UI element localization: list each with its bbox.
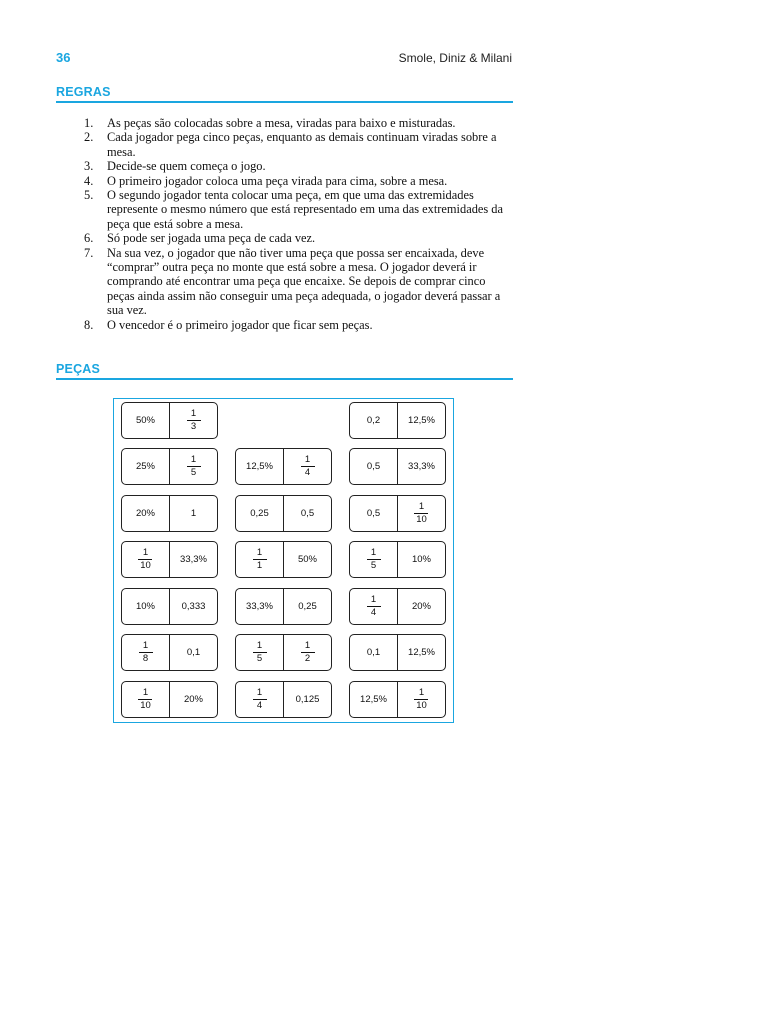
domino-value: 20% bbox=[183, 694, 203, 705]
fraction bbox=[139, 641, 153, 664]
domino-value: 50% bbox=[135, 415, 155, 426]
domino-half bbox=[283, 682, 331, 717]
fraction bbox=[187, 455, 201, 478]
domino-value: 0,25 bbox=[250, 508, 269, 519]
rule-number: 4. bbox=[84, 173, 94, 188]
domino-half bbox=[236, 449, 283, 484]
rule-number: 7. bbox=[84, 245, 94, 260]
fraction-numerator: 1 bbox=[256, 687, 263, 698]
rule-item bbox=[84, 188, 516, 231]
domino-half bbox=[236, 682, 283, 717]
domino-value: 33,3% bbox=[408, 461, 435, 472]
fraction-denominator: 4 bbox=[370, 607, 377, 618]
domino-piece bbox=[235, 495, 332, 532]
domino-half bbox=[350, 635, 397, 670]
domino-piece bbox=[349, 541, 446, 578]
fraction bbox=[412, 502, 431, 525]
rule-text: Na sua vez, o jogador que não tiver uma peça que possa ser encaixada, deve “comprar” outra peça no monte que está sobre a mesa. O jogador deverá ir comprando até encontrar uma peça que encaixe. Se depois de comprar cinco peças ainda assim não conseguir uma peça adequada, o jogador deverá passar a sua vez. bbox=[107, 245, 501, 318]
rule-item bbox=[84, 246, 516, 318]
fraction-numerator: 1 bbox=[256, 640, 263, 651]
domino-half bbox=[397, 542, 445, 577]
domino-half bbox=[397, 589, 445, 624]
fraction-numerator: 1 bbox=[142, 687, 149, 698]
rule-text: Decide-se quem começa o jogo. bbox=[107, 159, 266, 174]
fraction bbox=[187, 409, 201, 432]
domino-value: 0,5 bbox=[300, 508, 315, 519]
fraction-denominator: 1 bbox=[256, 560, 263, 571]
pieces-divider bbox=[56, 378, 513, 380]
domino-value: 0,2 bbox=[366, 415, 381, 426]
fraction-denominator: 10 bbox=[416, 700, 427, 711]
domino-half bbox=[122, 589, 169, 624]
domino-half bbox=[283, 635, 331, 670]
domino-half bbox=[397, 449, 445, 484]
domino-value: 20% bbox=[411, 601, 431, 612]
fraction bbox=[367, 595, 381, 618]
rule-item bbox=[84, 318, 516, 332]
rule-text: Só pode ser jogada uma peça de cada vez. bbox=[107, 231, 316, 246]
fraction-denominator: 2 bbox=[304, 653, 311, 664]
domino-half bbox=[283, 589, 331, 624]
fraction-denominator: 3 bbox=[190, 421, 197, 432]
fraction-numerator: 1 bbox=[370, 594, 377, 605]
domino-value: 0,5 bbox=[366, 461, 381, 472]
rule-number: 1. bbox=[84, 116, 94, 130]
domino-piece bbox=[235, 588, 332, 625]
domino-half bbox=[350, 542, 397, 577]
fraction-denominator: 10 bbox=[140, 560, 151, 571]
domino-half bbox=[350, 589, 397, 624]
domino-value: 0,1 bbox=[186, 647, 201, 658]
pieces-frame bbox=[113, 398, 454, 723]
domino-value: 33,3% bbox=[180, 554, 207, 565]
domino-value: 12,5% bbox=[408, 415, 435, 426]
rule-item bbox=[84, 231, 516, 245]
fraction-numerator: 1 bbox=[304, 640, 311, 651]
domino-half bbox=[169, 542, 217, 577]
fraction-denominator: 5 bbox=[256, 653, 263, 664]
domino-piece bbox=[121, 402, 218, 439]
domino-half bbox=[350, 403, 397, 438]
fraction-numerator: 1 bbox=[304, 454, 311, 465]
fraction-numerator: 1 bbox=[142, 547, 149, 558]
fraction-numerator: 1 bbox=[256, 547, 263, 558]
domino-half bbox=[397, 403, 445, 438]
domino-piece bbox=[349, 495, 446, 532]
fraction bbox=[301, 455, 315, 478]
fraction-numerator: 1 bbox=[142, 640, 149, 651]
domino-piece bbox=[349, 448, 446, 485]
domino-value: 0,1 bbox=[366, 647, 381, 658]
domino-half bbox=[397, 682, 445, 717]
domino-half bbox=[122, 542, 169, 577]
domino-value: 1 bbox=[190, 508, 197, 519]
fraction-denominator: 10 bbox=[140, 700, 151, 711]
fraction-numerator: 1 bbox=[370, 547, 377, 558]
fraction-numerator: 1 bbox=[190, 454, 197, 465]
rule-text: O primeiro jogador coloca uma peça virada para cima, sobre a mesa. bbox=[107, 173, 448, 188]
domino-piece bbox=[121, 681, 218, 718]
domino-half bbox=[283, 496, 331, 531]
domino-value: 25% bbox=[135, 461, 155, 472]
rules-list bbox=[84, 116, 516, 332]
domino-half bbox=[397, 635, 445, 670]
fraction bbox=[367, 548, 381, 571]
domino-half bbox=[283, 449, 331, 484]
fraction-numerator: 1 bbox=[190, 408, 197, 419]
domino-half bbox=[169, 449, 217, 484]
domino-piece bbox=[121, 495, 218, 532]
domino-piece bbox=[235, 541, 332, 578]
fraction-numerator: 1 bbox=[418, 687, 425, 698]
domino-piece bbox=[349, 402, 446, 439]
domino-half bbox=[122, 403, 169, 438]
domino-half bbox=[169, 589, 217, 624]
rule-text: O vencedor é o primeiro jogador que ficar sem peças. bbox=[107, 317, 373, 332]
domino-piece bbox=[349, 588, 446, 625]
domino-value: 20% bbox=[135, 508, 155, 519]
fraction bbox=[253, 641, 267, 664]
rule-item bbox=[84, 174, 516, 188]
domino-half bbox=[122, 496, 169, 531]
rule-number: 2. bbox=[84, 130, 94, 145]
fraction bbox=[136, 688, 155, 711]
domino-half bbox=[236, 589, 283, 624]
fraction-denominator: 4 bbox=[256, 700, 263, 711]
rule-number: 5. bbox=[84, 188, 94, 203]
domino-value: 0,5 bbox=[366, 508, 381, 519]
domino-half bbox=[169, 496, 217, 531]
rule-number: 8. bbox=[84, 317, 94, 332]
fraction bbox=[253, 548, 267, 571]
domino-half bbox=[122, 635, 169, 670]
rules-divider bbox=[56, 101, 513, 103]
domino-piece bbox=[349, 634, 446, 671]
rule-number: 3. bbox=[84, 159, 94, 174]
domino-half bbox=[169, 403, 217, 438]
domino-piece bbox=[235, 448, 332, 485]
domino-value: 12,5% bbox=[408, 647, 435, 658]
domino-value: 33,3% bbox=[246, 601, 273, 612]
fraction bbox=[136, 548, 155, 571]
domino-half bbox=[169, 682, 217, 717]
domino-value: 0,125 bbox=[295, 694, 320, 705]
domino-half bbox=[350, 449, 397, 484]
domino-half bbox=[350, 496, 397, 531]
fraction bbox=[301, 641, 315, 664]
domino-piece bbox=[121, 588, 218, 625]
rule-text: O segundo jogador tenta colocar uma peça, em que uma das extremidades represente o mesmo número que está representado em uma das extremidades da peça que está sobre a mesa. bbox=[107, 188, 504, 231]
page-authors: Smole, Diniz & Milani bbox=[398, 51, 512, 65]
domino-piece bbox=[235, 681, 332, 718]
domino-half bbox=[169, 635, 217, 670]
domino-value: 0,25 bbox=[298, 601, 317, 612]
fraction-denominator: 4 bbox=[304, 467, 311, 478]
rule-text: Cada jogador pega cinco peças, enquanto as demais continuam viradas sobre a mesa. bbox=[107, 130, 497, 159]
domino-piece bbox=[349, 681, 446, 718]
fraction bbox=[253, 688, 267, 711]
domino-half bbox=[236, 496, 283, 531]
domino-value: 50% bbox=[297, 554, 317, 565]
domino-value: 10% bbox=[135, 601, 155, 612]
rule-number: 6. bbox=[84, 231, 94, 246]
fraction-denominator: 5 bbox=[370, 560, 377, 571]
domino-half bbox=[236, 635, 283, 670]
rule-item bbox=[84, 159, 516, 173]
domino-value: 10% bbox=[411, 554, 431, 565]
pieces-title: PEÇAS bbox=[56, 362, 101, 376]
domino-half bbox=[397, 496, 445, 531]
domino-half bbox=[283, 542, 331, 577]
rule-item bbox=[84, 130, 516, 159]
domino-piece bbox=[121, 541, 218, 578]
domino-half bbox=[350, 682, 397, 717]
domino-half bbox=[236, 542, 283, 577]
page-number: 36 bbox=[56, 50, 71, 65]
domino-piece bbox=[121, 634, 218, 671]
domino-value: 12,5% bbox=[360, 694, 387, 705]
fraction bbox=[412, 688, 431, 711]
domino-half bbox=[122, 449, 169, 484]
rules-title: REGRAS bbox=[56, 85, 111, 99]
fraction-denominator: 10 bbox=[416, 514, 427, 525]
domino-value: 12,5% bbox=[246, 461, 273, 472]
domino-half bbox=[122, 682, 169, 717]
domino-piece bbox=[235, 634, 332, 671]
domino-value: 0,333 bbox=[181, 601, 206, 612]
fraction-denominator: 8 bbox=[142, 653, 149, 664]
fraction-numerator: 1 bbox=[418, 501, 425, 512]
rule-item bbox=[84, 116, 516, 130]
rule-text: As peças são colocadas sobre a mesa, viradas para baixo e misturadas. bbox=[107, 116, 456, 130]
domino-piece bbox=[121, 448, 218, 485]
fraction-denominator: 5 bbox=[190, 467, 197, 478]
